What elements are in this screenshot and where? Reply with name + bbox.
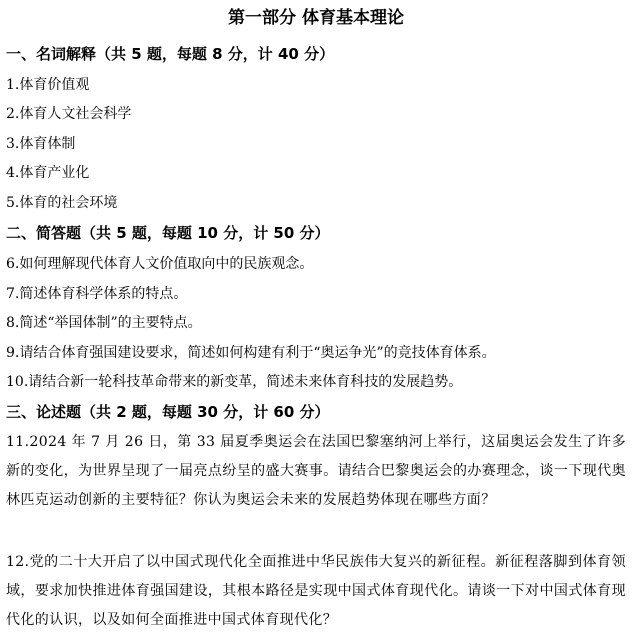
question-9: 9.请结合体育强国建设要求，简述如何构建有利于“奥运争光”的竞技体育体系。 [6, 345, 496, 361]
question-7: 7.简述体育科学体系的特点。 [6, 286, 188, 302]
section-3-heading: 三、论述题（共 2 题，每题 30 分，计 60 分） [6, 403, 330, 421]
question-6: 6.如何理解现代体育人文价值取向中的民族观念。 [6, 256, 314, 272]
question-12: 12.党的二十大开启了以中国式现代化全面推进中华民族伟大复兴的新征程。新征程落脚到体育领域，要求加快推进体育强国建设，其根本路径是实现中国式体育现代化。请谈一下对中国式体育现代化的认识，以及如何全面推进中国式体育现代化？ [6, 554, 626, 628]
question-11: 11.2024 年 7 月 26 日，第 33 届夏季奥运会在法国巴黎塞纳河上举行，这届奥运会发生了许多新的变化，为世界呈现了一届亮点纷呈的盛大赛事。请结合巴黎奥运会的办赛理念，谈一下现代奥林匹克运动创新的主要特征？你认为奥运会未来的发展趋势体现在哪些方面？ [6, 434, 626, 508]
question-4: 4.体育产业化 [6, 165, 90, 181]
section-2-heading: 二、简答题（共 5 题，每题 10 分，计 50 分） [6, 224, 330, 242]
question-5: 5.体育的社会环境 [6, 195, 118, 211]
page-title: 第一部分 体育基本理论 [228, 8, 404, 28]
question-8: 8.简述“举国体制”的主要特点。 [6, 315, 202, 331]
question-3: 3.体育体制 [6, 136, 76, 152]
question-2: 2.体育人文社会科学 [6, 106, 132, 122]
question-1: 1.体育价值观 [6, 77, 90, 93]
question-10: 10.请结合新一轮科技革命带来的新变革，简述未来体育科技的发展趋势。 [6, 374, 463, 390]
section-1-heading: 一、名词解释（共 5 题，每题 8 分，计 40 分） [6, 45, 335, 63]
